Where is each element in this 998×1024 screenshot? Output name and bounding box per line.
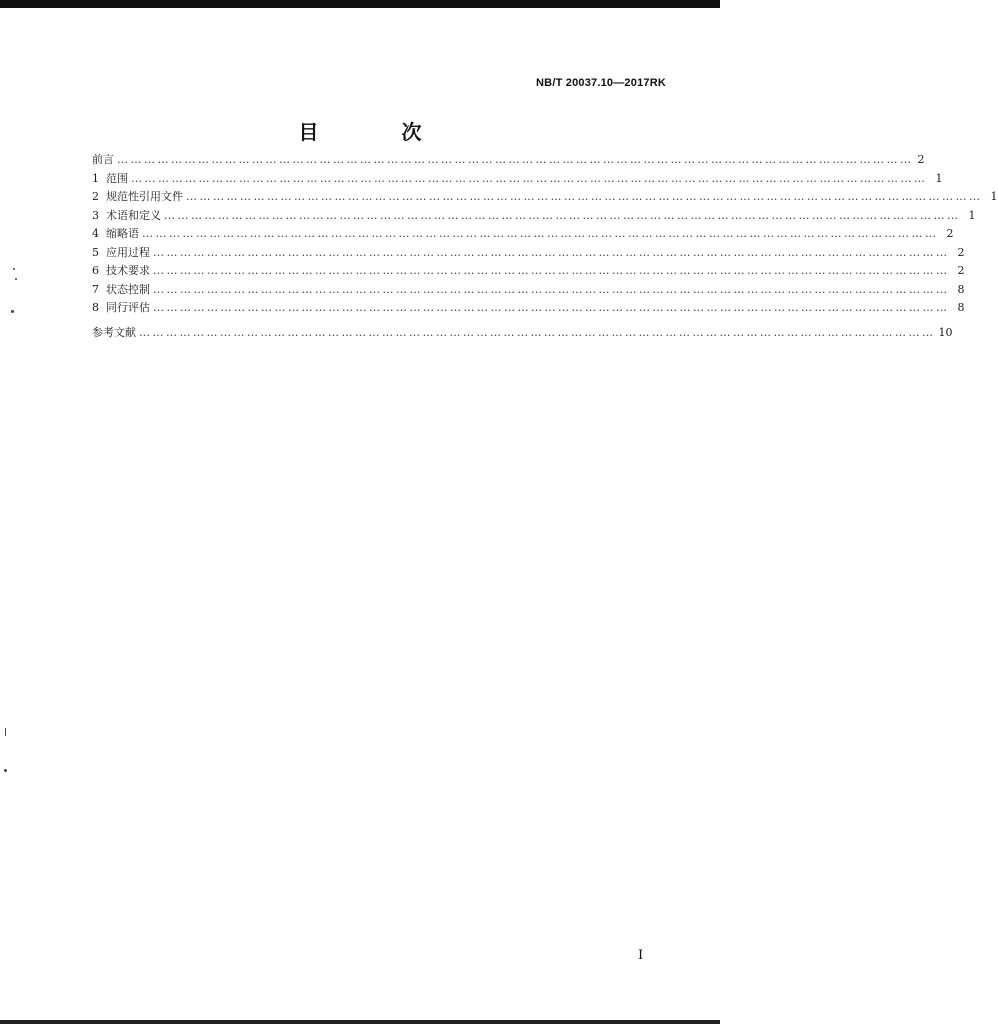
toc-entry-number: 5 <box>92 245 99 259</box>
toc-entry-bibliography[interactable] <box>92 324 953 343</box>
scan-speck <box>11 310 14 313</box>
toc-leader-dots: …………………………………………………………………………………………………………………………………………………………… <box>131 171 928 185</box>
toc-leader-dots: …………………………………………………………………………………………………………………………………………………………… <box>153 282 950 296</box>
toc-entry-5[interactable] <box>92 244 965 263</box>
toc-entry-1[interactable] <box>92 170 943 189</box>
toc-entry-page: 1 <box>990 190 998 203</box>
toc-leader-dots: …………………………………………………………………………………………………………………………………………………………… <box>164 208 961 222</box>
toc-leader-dots: …………………………………………………………………………………………………………………………………………………………… <box>142 227 939 240</box>
toc-entry-label: 同行评估 <box>106 301 150 314</box>
toc-entry-page: 8 <box>957 282 965 296</box>
toc-entry-number: 3 <box>92 208 99 222</box>
toc-entry-6[interactable] <box>92 262 965 281</box>
toc-entry-page: 10 <box>938 325 953 339</box>
toc-entry-number: 1 <box>92 171 99 185</box>
toc-leader-dots: …………………………………………………………………………………………………………………………………………………………… <box>153 264 950 277</box>
toc-title: 目 次 <box>298 120 460 144</box>
toc-entry-4[interactable] <box>92 225 954 244</box>
toc-entry-3[interactable] <box>92 207 976 226</box>
toc-entry-page: 1 <box>968 208 976 222</box>
toc-entry-number: 4 <box>92 227 99 240</box>
toc-entry-page: 8 <box>957 301 965 314</box>
toc-entry-page: 2 <box>957 264 965 277</box>
toc-entry-page: 2 <box>946 227 954 240</box>
toc-entry-label: 规范性引用文件 <box>106 190 183 203</box>
scan-speck <box>15 278 17 280</box>
scan-speck <box>4 769 7 772</box>
scan-speck <box>13 268 15 270</box>
toc-entry-label: 参考文献 <box>92 325 136 339</box>
toc-entry-2[interactable] <box>92 188 998 207</box>
toc-entry-8[interactable] <box>92 299 965 318</box>
table-of-contents <box>92 151 998 342</box>
toc-entry-label: 前言 <box>92 153 114 166</box>
toc-entry-page: 1 <box>935 171 943 185</box>
toc-entry-label: 范围 <box>106 171 128 185</box>
toc-entry-page: 2 <box>917 153 925 166</box>
scan-speck <box>5 728 6 736</box>
toc-leader-dots: …………………………………………………………………………………………………………………………………………………………… <box>153 245 950 259</box>
document-code: NB/T 20037.10—2017RK <box>536 77 666 89</box>
scan-bottom-border <box>0 1020 720 1024</box>
toc-entry-number: 6 <box>92 264 99 277</box>
toc-entry-label: 缩略语 <box>106 227 139 240</box>
toc-leader-dots: …………………………………………………………………………………………………………………………………………………………… <box>117 153 914 166</box>
toc-entry-foreword[interactable] <box>92 151 925 170</box>
toc-entry-7[interactable] <box>92 281 965 300</box>
toc-entry-label: 状态控制 <box>106 282 150 296</box>
toc-leader-dots: …………………………………………………………………………………………………………………………………………………………… <box>153 301 950 314</box>
toc-leader-dots: …………………………………………………………………………………………………………………………………………………………… <box>139 325 936 339</box>
scan-top-border <box>0 0 720 8</box>
toc-leader-dots: …………………………………………………………………………………………………………………………………………………………… <box>186 190 983 203</box>
toc-entry-label: 应用过程 <box>106 245 150 259</box>
toc-entry-number: 8 <box>92 301 99 314</box>
toc-entry-page: 2 <box>957 245 965 259</box>
toc-entry-number: 7 <box>92 282 99 296</box>
toc-entry-label: 术语和定义 <box>106 208 161 222</box>
page-number: I <box>638 948 644 963</box>
toc-entry-number: 2 <box>92 190 99 203</box>
toc-entry-label: 技术要求 <box>106 264 150 277</box>
